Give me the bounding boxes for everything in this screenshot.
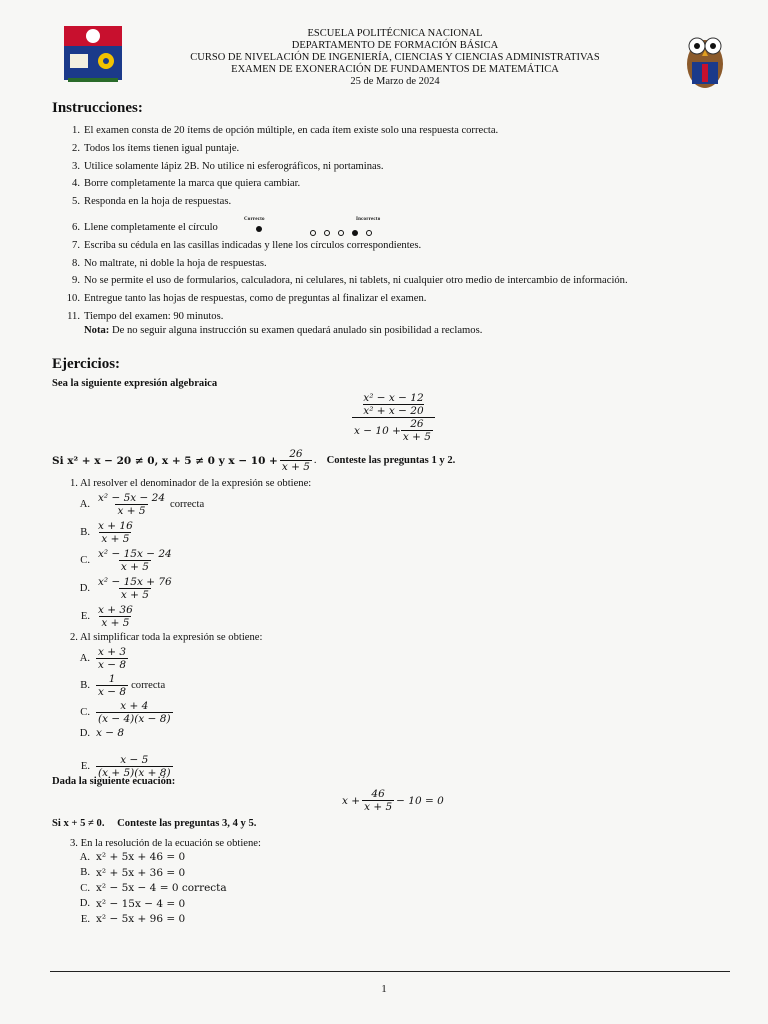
university-logo <box>58 22 128 90</box>
instruction-item: 1. El examen consta de 20 ítems de opción múltiple, en cada ítem existe solo una respuesta correcta. <box>72 125 499 136</box>
condition-line-2: Si x + 5 ≠ 0. Conteste las preguntas 3, 4 y 5. <box>52 818 257 829</box>
question-1: 1. Al resolver el denominador de la expresión se obtiene: <box>70 478 312 489</box>
answer-option: E. $\frac{x - 5}{(x + 5)(x + 8)}$ <box>80 754 171 779</box>
instruction-item: 3. Utilice solamente lápiz 2B. No utilice ni esferográficos, ni portaminas. <box>72 160 384 172</box>
expr-top-num: x² − x − 12 <box>363 392 424 404</box>
instructions-title: Instrucciones: <box>52 100 143 116</box>
answer-option: D. $\frac{\text{x² − 15x + 76}}{x + 5}$ <box>79 576 172 601</box>
question-3: 3. En la resolución de la ecuación se obtiene: <box>70 838 261 849</box>
instruction-item: 8. No maltrate, ni doble la hoja de respuestas. <box>72 257 267 269</box>
instructions-list <box>64 122 744 338</box>
answer-option: E. $\frac{x + 36}{x + 5}$ <box>80 604 133 629</box>
instruction-note: Nota: De no seguir alguna instrucción su examen quedará anulado sin posibilidad a reclamos. <box>84 324 483 336</box>
instruction-item: 11. Tiempo del examen: 90 minutos. <box>67 310 224 322</box>
instruction-item: 9. No se permite el uso de formularios, calculadora, ni celulares, ni tablets, ni cualquier otro medio de intercambio de información. <box>72 275 628 287</box>
answer-option: B. x² + 5x + 36 = 0 <box>80 866 186 879</box>
answer-option: D. x − 8 <box>79 727 125 739</box>
instruction-item: 2. Todos los ítems tienen igual puntaje. <box>72 142 240 154</box>
header-date: 25 de Marzo de 2024 <box>350 76 440 87</box>
compound-fraction <box>352 392 435 443</box>
correct-note: correcta <box>170 499 205 510</box>
equation: x + $\frac{46}{x + 5}$ − 10 = 0 <box>342 788 444 813</box>
correct-label: Correcto <box>244 216 265 222</box>
instruction-item: 7. Escriba su cédula en las casillas indicadas y llene los círculos correspondientes. <box>72 239 422 251</box>
answer-option: B. $\frac{1}{x - 8}$ correcta <box>80 673 166 698</box>
exam-header <box>150 28 640 88</box>
instruction-item: 5. Responda en la hoja de respuestas. <box>72 196 232 208</box>
instruction-item-fill-circle: 6. Llene completamente el círculo Correcto Incorrecto <box>64 211 744 237</box>
instruction-item: 10. Entregue tanto las hojas de respuestas, como de preguntas al finalizar el examen. <box>66 293 427 305</box>
answer-option: A. $\frac{x + 3}{x - 8}$ <box>79 646 127 671</box>
correct-note: correcta <box>131 680 166 691</box>
answer-option: C. $\frac{\text{x² − 15x − 24}}{x + 5}$ <box>80 548 172 573</box>
answer-option: C. $\frac{x + 4}{(x - 4)(x - 8)}$ <box>80 700 171 725</box>
answer-option: A. $\frac{\text{x² − 5x − 24}}{x + 5}$ correcta <box>79 492 205 517</box>
header-department: DEPARTAMENTO DE FORMACIÓN BÁSICA <box>291 40 499 51</box>
page-number: 1 <box>381 983 387 995</box>
expr-bottom-num: 26 <box>410 418 424 430</box>
question-2: 2. Al simplificar toda la expresión se obtiene: <box>70 632 263 643</box>
header-exam-title: EXAMEN DE EXONERACIÓN DE FUNDAMENTOS DE MATEMÁTICA <box>231 64 559 75</box>
intro-expression: Sea la siguiente expresión algebraica <box>52 378 218 389</box>
instruction-item: 4. Borre completamente la marca que quiera cambiar. <box>72 178 301 190</box>
answer-option: A. x² + 5x + 46 = 0 <box>79 851 186 863</box>
header-course: CURSO DE NIVELACIÓN DE INGENIERÍA, CIENCIAS Y CIENCIAS ADMINISTRATIVAS <box>190 52 600 63</box>
expr-bottom-den: x + 5 <box>402 431 431 443</box>
incorrect-label: Incorrecto <box>356 216 381 222</box>
answer-option: D. x² − 15x − 4 = 0 <box>79 897 186 910</box>
header-institution: ESCUELA POLITÉCNICA NACIONAL <box>307 28 483 39</box>
exercises-title: Ejercicios: <box>52 356 121 372</box>
answer-option: E. x² − 5x + 96 = 0 <box>80 913 186 925</box>
expr-bottom-left: x − 10 + <box>354 424 401 437</box>
owl-mascot-image <box>680 24 730 92</box>
correct-fill-circle-icon <box>256 226 262 232</box>
condition-line-1: Si x² + x − 20 ≠ 0, x + 5 ≠ 0 y x − 10 + $\frac{26}{x + 5}$ . Conteste las preguntas 1 y 2. <box>52 448 456 473</box>
answer-option: B. $\frac{x + 16}{x + 5}$ <box>80 520 133 545</box>
expr-top-den: x² + x − 20 <box>363 405 424 417</box>
intro-equation: Dada la siguiente ecuación: <box>52 776 176 787</box>
answer-option: C. x² − 5x − 4 = 0 correcta <box>80 882 227 894</box>
footer-divider <box>50 971 730 972</box>
